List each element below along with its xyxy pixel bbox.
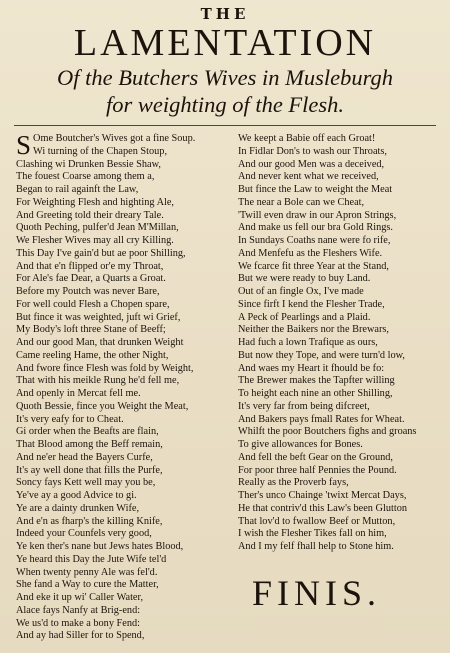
verse-line: That lov'd to fwallow Beef or Mutton, — [238, 515, 396, 527]
verse-line: Ye heard this Day the Jute Wife tel'd — [16, 553, 167, 565]
drop-cap: S — [16, 130, 32, 160]
verse-line: Whilft the poor Boutchers fighs and groans — [238, 426, 417, 438]
verse-line: And Greeting told their dreary Tale. — [16, 209, 164, 221]
verse-line: And our good Men was a deceived, — [238, 158, 385, 170]
verse-line: And Menfefu as the Fleshers Wife. — [238, 247, 383, 259]
verse-line: That Blood among the Beff remain, — [16, 439, 163, 450]
title-rule — [14, 125, 436, 126]
verse-line: And never kent what we received, — [238, 171, 379, 183]
verse-line: Before my Poutch was never Bare, — [16, 286, 160, 297]
verse-line: He that contriv'd this Law's been Glutton — [238, 502, 407, 514]
verse-line: Alace fays Nanfy at Brig-end: — [16, 604, 141, 616]
verse-line: Ye've ay a good Advice to gi. — [16, 490, 137, 501]
verse-line: Really as the Proverb fays, — [238, 477, 349, 489]
verse-line: Neither the Baikers nor the Brewars, — [238, 324, 389, 336]
verse-line: That with his meikle Rung he'd fell me, — [16, 375, 180, 387]
verse-line: I wish the Flesher Tikes fall on him, — [238, 528, 387, 540]
verse-line: But now they Tope, and were turn'd low, — [238, 349, 405, 361]
verse-line: In Fidlar Don's to wash our Throats, — [238, 145, 387, 157]
verse-line: It's very eafy for to Cheat. — [16, 413, 124, 425]
verse-line: Since firft I kend the Flesher Trade, — [238, 298, 385, 310]
verse-line: And make us fell our bra Gold Rings. — [238, 222, 394, 234]
verse-line: Clashing wi Drunken Bessie Shaw, — [16, 158, 161, 170]
verse-line: But we were ready to buy Land. — [238, 273, 371, 285]
verse-line: And our good Man, that drunken Weight — [16, 337, 184, 348]
verse-line: Soncy fays Kett well may you be, — [16, 477, 156, 489]
title-main: LAMENTATION — [73, 22, 377, 64]
verse-line: For well could Flesh a Chopen spare, — [16, 298, 170, 310]
verse-line: We us'd to make a bony Fend: — [16, 617, 140, 629]
verse-line: 'Twill even draw in our Apron Strings, — [238, 209, 397, 221]
verse-line: My Body's loft three Stane of Beeff; — [16, 324, 166, 336]
verse-line: She fand a Way to cure the Matter, — [16, 579, 159, 591]
verse-line: The near a Bole can we Cheat, — [238, 196, 365, 208]
verse-line: And eke it up wi' Caller Water, — [16, 592, 144, 603]
verse-line: But fince it was weighted, juft wi Grief, — [16, 311, 181, 323]
title-the: THE — [200, 5, 250, 23]
verse-line: Came reeling Hame, the other Night, — [16, 349, 169, 361]
verse-line: To give allowances for Bones. — [238, 439, 363, 450]
verse-line: Ther's unco Chainge 'twixt Mercat Days, — [238, 490, 407, 501]
verse-line: Quoth Bessie, fince you Weight the Meat, — [16, 400, 189, 412]
verse-line: It's ay well done that fills the Purfe, — [16, 464, 163, 476]
poem-column-left — [16, 130, 231, 643]
subtitle-line-1: Of the Butchers Wives in Musleburgh — [57, 65, 393, 90]
verse-line: Ye are a dainty drunken Wife, — [16, 502, 140, 514]
verse-line: And e'n as fharp's the killing Knife, — [16, 515, 163, 527]
verse-line: And openly in Mercat fell me. — [16, 388, 141, 399]
verse-line: For Ale's fae Dear, a Quarts a Groat. — [16, 273, 166, 285]
verse-line: Ome Boutcher's Wives got a fine Soup. — [33, 133, 196, 144]
verse-line: The fouest Coarse among them a, — [16, 171, 155, 183]
finis-mark: FINIS. — [252, 573, 382, 613]
verse-line: Gi order when the Beafts are flain, — [16, 426, 159, 438]
verse-line: Indeed your Counfels very good, — [16, 528, 152, 540]
verse-line: It's very far from being difcreet, — [238, 400, 370, 412]
verse-line: This Day I've gain'd but ae poor Shilling, — [16, 247, 186, 259]
subtitle-line-2: for weighting of the Flesh. — [105, 92, 345, 117]
verse-line: But fince the Law to weight the Meat — [238, 184, 393, 195]
verse-line: Quoth Peching, pulfer'd Jean M'Millan, — [16, 222, 179, 234]
verse-line: In Sundays Coaths nane were fo rife, — [238, 235, 391, 246]
verse-line: Out of an fingle Ox, I've made — [238, 286, 364, 297]
poem-column-right — [238, 133, 450, 554]
verse-line: When twenty penny Ale was fel'd. — [16, 566, 158, 578]
verse-line: And ay had Siller for to Spend, — [16, 630, 145, 642]
verse-line: And fwore fince Flesh was fold by Weight, — [16, 362, 194, 374]
verse-line: And that e'n flipped or'e my Throat, — [16, 260, 164, 272]
verse-line: To height each nine an other Shilling, — [238, 388, 393, 399]
verse-line: A Peck of Pearlings and a Plaid. — [238, 311, 371, 323]
verse-line: For Weighting Flesh and highting Ale, — [16, 196, 175, 208]
verse-line: And ne'er head the Bayers Curfe, — [16, 451, 153, 463]
verse-line: We Flesher Wives may all cry Killing. — [16, 235, 174, 246]
verse-line: And waes my Heart it fhould be fo: — [238, 362, 385, 374]
verse-line: Ye ken ther's nane but Jews hates Blood, — [16, 541, 184, 552]
verse-line: For poor three half Pennies the Pound. — [238, 464, 397, 476]
verse-line: Wi turning of the Chapen Stoup, — [33, 145, 168, 157]
verse-line: Began to rail againft the Law, — [16, 184, 139, 195]
verse-line: The Brewer makes the Tapfter willing — [238, 375, 395, 387]
verse-line: And fell the beft Gear on the Ground, — [238, 451, 393, 463]
verse-line: And I my felf fhall help to Stone him. — [238, 541, 394, 552]
verse-line: And Bakers pays fmall Rates for Wheat. — [238, 413, 405, 425]
verse-line: We fcarce fit three Year at the Stand, — [238, 260, 389, 272]
poem-body — [10, 130, 440, 643]
verse-line: Had fuch a lown Trafique as ours, — [238, 337, 378, 348]
verse-line: We keept a Babie off each Groat! — [238, 133, 376, 144]
